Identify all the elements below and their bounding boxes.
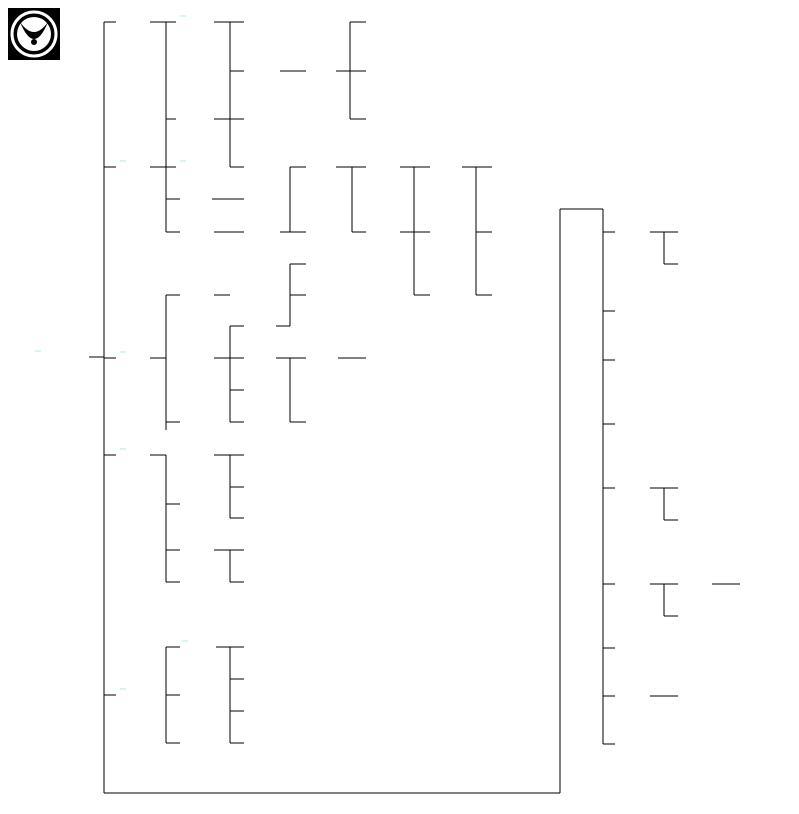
person-name-korechika (120, 160, 126, 162)
person-name-genshi (120, 688, 126, 690)
person-name-masanori (182, 640, 188, 642)
crest-emblem (8, 8, 60, 60)
person-name-takaie (120, 448, 126, 450)
person-name-teishi (120, 351, 126, 353)
person-name-michitaka (35, 350, 41, 352)
sagari-fuji-crest-icon (8, 8, 60, 60)
person-name-michimine (180, 160, 186, 162)
person-name-michimasa (180, 15, 186, 17)
